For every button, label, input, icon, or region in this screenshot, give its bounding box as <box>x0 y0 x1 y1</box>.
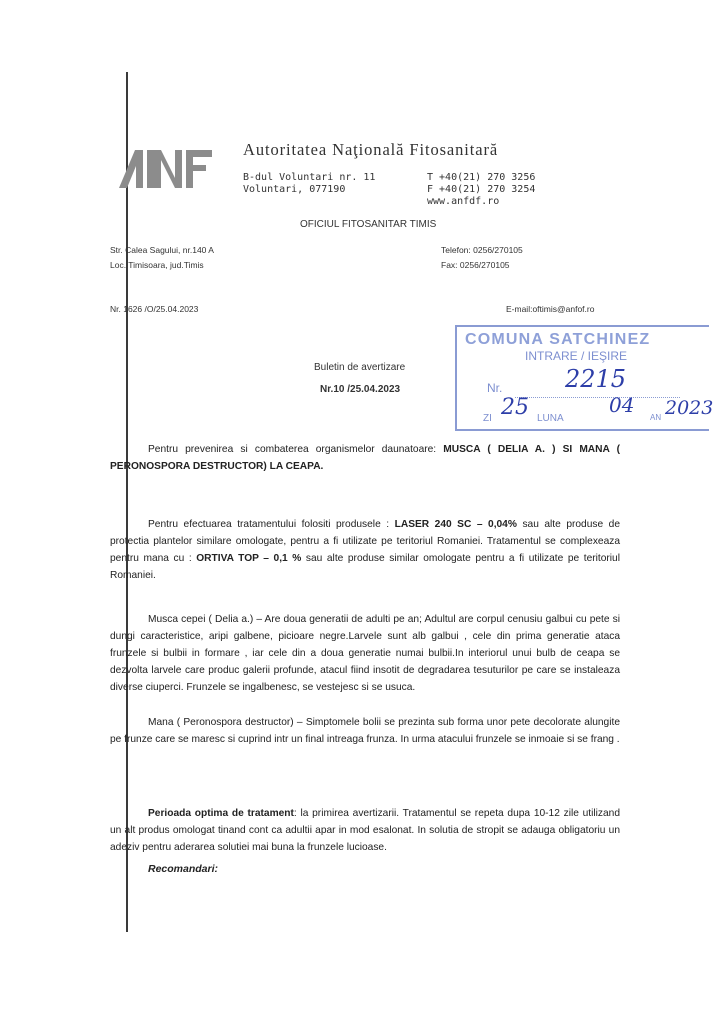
anf-logo <box>117 144 217 192</box>
pests-intro: Pentru prevenirea si combaterea organismelor daunatoare: <box>148 444 444 455</box>
product-ortiva: ORTIVA TOP – 0,1 % <box>196 553 302 564</box>
delia-description: Musca cepei ( Delia a.) – Are doua generatii de adulti pe an; Adultul are corpul cenusiu galbui cu pete si dungi caracteristice, aripi galbene, picioare negre.Larvele sunt alb galbui , cele din prima generatie ataca frunzele si bulbii in formare , iar cele din a doua generatie numai bulbii.In interiorul unui bulb de ceapa se dezvolta larvele care produc galerii profunde, atacul fiind insotit de degradarea tesuturilor pe care se instaleaza diverse ciuperci. Frunzele se ingalbenesc, se vestejesc si se usuca. <box>110 614 620 693</box>
stamp-zi-value: 25 <box>501 395 529 420</box>
office-street: Str. Calea Sagului, nr.140 A <box>110 245 214 255</box>
peronospora-description: Mana ( Peronospora destructor) – Simptomele bolii se prezinta sub forma unor pete decolorate alungite pe frunze care se maresc si cuprind intr un final intreaga frunza. In urma atacului frunzele se inmoaie si se frang . <box>110 717 620 745</box>
office-title: OFICIUL FITOSANITAR TIMIS <box>300 219 437 230</box>
treatment-period-text: : la primirea avertizarii. Tratamentul se repeta dupa 10-12 zile utilizand un alt produs omologat tinand cont ca adultii apar in mod esalonat. In solutia de stropit se adauga obligatoriu un adeziv pentru aderarea solutiei mai buna la frunzele lucioase. <box>110 808 620 853</box>
paragraph-delia <box>110 611 620 696</box>
registration-stamp <box>455 325 714 431</box>
recommendations-heading: Recomandari: <box>148 863 219 875</box>
stamp-zi-label: ZI <box>483 413 492 424</box>
stamp-luna-value: 04 <box>609 393 635 417</box>
stamp-nr-label: Nr. <box>487 381 503 395</box>
bulletin-number: Nr.10 /25.04.2023 <box>320 384 401 395</box>
paragraph-treatment-period <box>110 805 620 856</box>
products-intro: Pentru efectuarea tratamentului folositi produsele : <box>148 519 395 530</box>
stamp-title: COMUNA SATCHINEZ <box>465 331 651 348</box>
org-name: Autoritatea Naţională Fitosanitară <box>243 140 499 159</box>
products-mid: sau alte produse de protectia plantelor similare omologate, pentru a fi utilizate pe teritoriul Romaniei. Tratamentul se complexeaza pentru mana cu : <box>110 519 620 564</box>
paragraph-pests <box>110 441 620 475</box>
stamp-an-label: AN <box>650 413 662 422</box>
office-email: E-mail:oftimis@anfof.ro <box>506 304 595 314</box>
org-phone: T +40(21) 270 3256 <box>427 172 536 183</box>
stamp-luna-label: LUNA <box>537 413 564 424</box>
anf-logo-icon <box>117 144 217 192</box>
bulletin-title: Buletin de avertizare <box>314 362 406 373</box>
office-fax: Fax: 0256/270105 <box>441 260 510 270</box>
product-laser: LASER 240 SC – 0,04% <box>394 519 517 530</box>
scan-margin-line <box>126 72 128 932</box>
stamp-an-value: 2023 <box>665 397 714 419</box>
stamp-nr-line <box>515 397 680 398</box>
office-locality: Loc. Timisoara, jud.Timis <box>110 260 204 270</box>
pests-names: MUSCA ( DELIA A. ) SI MANA ( PERONOSPORA DESTRUCTOR) LA CEAPA. <box>110 444 621 472</box>
org-website: www.anfdf.ro <box>427 196 500 207</box>
office-telefon: Telefon: 0256/270105 <box>441 245 523 255</box>
document-number: Nr. 1626 /O/25.04.2023 <box>110 304 199 314</box>
stamp-nr-value: 2215 <box>565 365 627 393</box>
org-fax: F +40(21) 270 3254 <box>427 184 536 195</box>
org-address-line1: B-dul Voluntari nr. 11 <box>243 172 376 183</box>
products-end: sau alte produse similar omologate pentru a fi utilizate pe teritoriul Romaniei. <box>110 553 620 581</box>
stamp-subtitle: INTRARE / IEŞIRE <box>525 349 628 363</box>
paragraph-products <box>110 516 620 584</box>
org-address-line2: Voluntari, 077190 <box>243 184 346 195</box>
treatment-period-label: Perioada optima de tratament <box>148 808 294 819</box>
paragraph-peronospora <box>110 714 620 748</box>
